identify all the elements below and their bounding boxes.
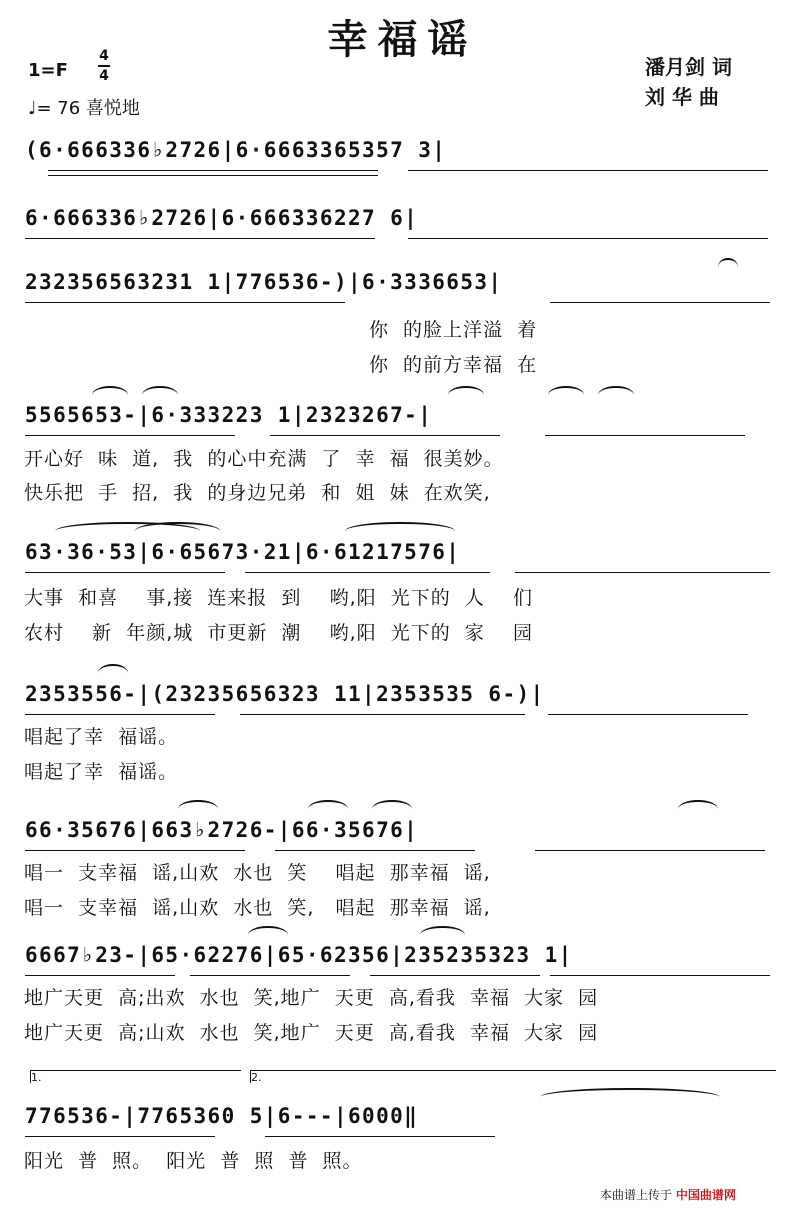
beam-underline [550, 975, 770, 976]
slur [548, 386, 584, 404]
lyric-line: 地广天更 高;山欢 水也 笑,地广 天更 高,看我 幸福 大家 园 [24, 1022, 599, 1044]
composer-credit: 刘 华 曲 [645, 85, 719, 109]
notation-line-8: 6667♭23-|65·62276|65·62356|235235323 1| [25, 943, 573, 967]
beam-underline [545, 435, 745, 436]
lyric-line: 唱起了幸 福谣。 [24, 761, 179, 783]
time-signature-top: 4 [99, 48, 109, 64]
slur [345, 522, 455, 540]
slur [178, 800, 218, 818]
beam-underline [190, 975, 350, 976]
slur [135, 522, 220, 540]
slur [142, 386, 178, 404]
beam-underline [548, 714, 748, 715]
site-logo: 中国曲谱网 [675, 1188, 736, 1202]
beam-underline [408, 238, 768, 239]
beam-underline [370, 975, 540, 976]
upload-text: 本曲谱上传于 [600, 1188, 673, 1202]
beam-underline [48, 175, 378, 176]
slur [718, 258, 738, 276]
notation-line-9: 776536-|7765360 5|6---|6000‖ [25, 1104, 419, 1128]
notation-line-5: 63·36·53|6·65673·21|6·61217576| [25, 540, 461, 564]
key-signature: 1=F [28, 60, 68, 81]
time-signature [98, 48, 110, 84]
page-title: 幸福谣 [327, 17, 478, 63]
beam-underline [25, 1136, 215, 1137]
time-signature-bottom: 4 [99, 68, 109, 84]
beam-underline [25, 572, 225, 573]
notation-line-3: 232356563231 1|776536-)|6·3336653| [25, 270, 503, 294]
lyric-line: 唱一 支幸福 谣,山欢 水也 笑 唱起 那幸福 谣, [24, 862, 491, 884]
slur [678, 800, 718, 818]
beam-underline [25, 435, 235, 436]
beam-underline [240, 714, 525, 715]
beam-underline [270, 435, 500, 436]
beam-underline [25, 302, 345, 303]
beam-underline [25, 850, 245, 851]
notation-line-4: 5565653-|6·333223 1|2323267-| [25, 403, 433, 427]
slur [248, 926, 288, 944]
beam-underline [265, 1136, 495, 1137]
slur [540, 1088, 720, 1106]
lyric-line: 你 的脸上洋溢 着 [24, 319, 538, 341]
lyric-line: 唱一 支幸福 谣,山欢 水也 笑, 唱起 那幸福 谣, [24, 897, 491, 919]
notation-line-7: 66·35676|663♭2726-|66·35676| [25, 818, 419, 842]
lyric-line: 你 的前方幸福 在 [24, 354, 538, 376]
lyricist-credit: 潘月剑 词 [645, 55, 732, 79]
lyric-line: 地广天更 高;出欢 水也 笑,地广 天更 高,看我 幸福 大家 园 [24, 987, 599, 1009]
beam-underline [408, 170, 768, 171]
footer-credit [600, 1186, 736, 1203]
slur [420, 926, 465, 944]
slur [92, 386, 128, 404]
notation-line-1: (6·666336♭2726|6·6663365357 3| [25, 138, 447, 162]
beam-underline [48, 170, 378, 171]
lyric-line: 大事 和喜 事,接 连来报 到 哟,阳 光下的 人 们 [24, 587, 533, 609]
notation-line-6: 2353556-|(23235656323 11|2353535 6-)| [25, 682, 545, 706]
slur [372, 800, 412, 818]
slur [598, 386, 634, 404]
beam-underline [550, 302, 770, 303]
lyric-line: 快乐把 手 招, 我 的身边兄弟 和 姐 妹 在欢笑, [24, 482, 491, 504]
beam-underline [25, 238, 375, 239]
lyric-line: 农村 新 年颜,城 市更新 潮 哟,阳 光下的 家 园 [24, 622, 533, 644]
slur [98, 664, 128, 682]
beam-underline [515, 572, 770, 573]
beam-underline [245, 572, 490, 573]
slur [448, 386, 484, 404]
beam-underline [535, 850, 765, 851]
beam-underline [25, 714, 215, 715]
volta-bracket-2: 2. [250, 1070, 776, 1083]
lyric-line: 开心好 味 道, 我 的心中充满 了 幸 福 很美妙。 [24, 448, 504, 470]
credits [645, 52, 732, 112]
lyric-line: 唱起了幸 福谣。 [24, 726, 179, 748]
beam-underline [275, 850, 475, 851]
volta-bracket-1: 1. [30, 1070, 241, 1083]
notation-line-2: 6·666336♭2726|6·666336227 6| [25, 206, 419, 230]
beam-underline [25, 975, 175, 976]
slur [308, 800, 348, 818]
tempo-marking: ♩= 76 喜悦地 [28, 98, 140, 119]
lyric-line: 阳光 普 照。 阳光 普 照 普 照。 [24, 1150, 363, 1172]
